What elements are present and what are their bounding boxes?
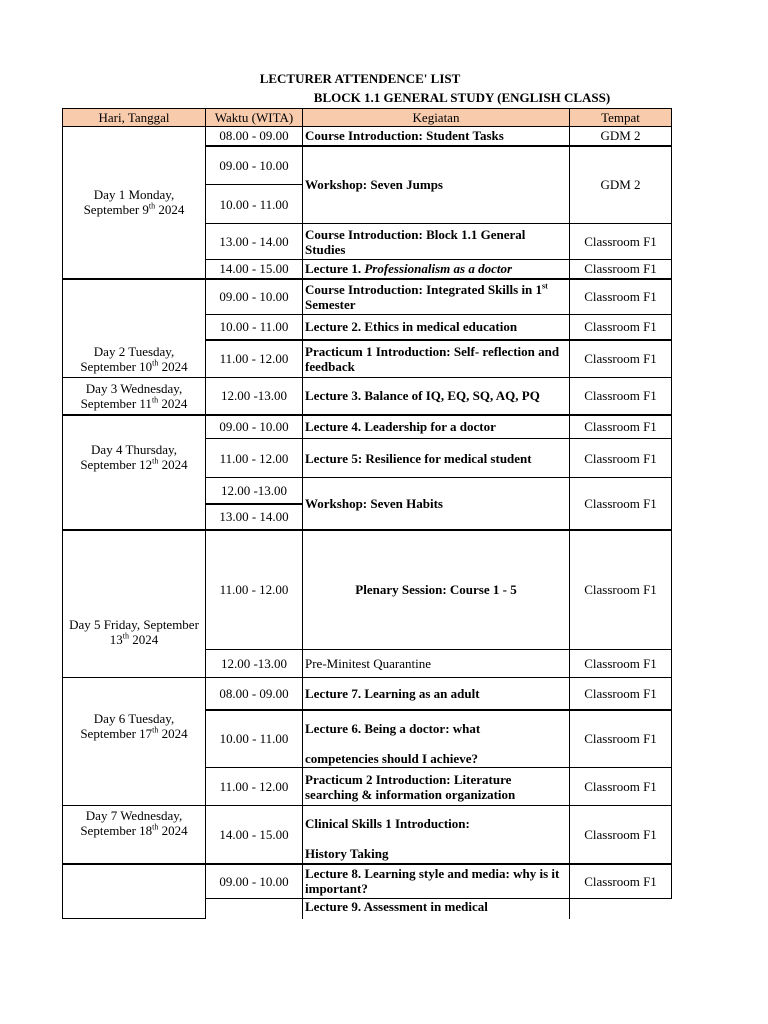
activity-cell: Course Introduction: Integrated Skills in 1st Semester: [303, 279, 570, 315]
time-cell: 09.00 - 10.00: [206, 279, 303, 315]
table-row: [63, 678, 672, 710]
day-cell-1: Day 1 Monday, September 9th 2024: [63, 127, 206, 279]
time-cell: 09.00 - 10.00: [206, 415, 303, 439]
time-cell: 13.00 - 14.00: [206, 504, 303, 530]
table-row: [63, 864, 672, 899]
place-cell: Classroom F1: [570, 315, 672, 340]
place-cell: Classroom F1: [570, 864, 672, 899]
place-cell: Classroom F1: [570, 224, 672, 260]
time-cell: 10.00 - 11.00: [206, 315, 303, 340]
col-header-day: Hari, Tanggal: [63, 109, 206, 127]
time-cell: 11.00 - 12.00: [206, 530, 303, 650]
time-cell: 11.00 - 12.00: [206, 768, 303, 806]
time-cell: 08.00 - 09.00: [206, 678, 303, 710]
day-cell-7: Day 7 Wednesday, September 18th 2024: [63, 806, 206, 864]
time-cell: 10.00 - 11.00: [206, 710, 303, 768]
day-cell-2: Day 2 Tuesday, September 10th 2024: [63, 279, 206, 378]
table-row: [63, 530, 672, 650]
activity-cell: Lecture 4. Leadership for a doctor: [303, 415, 570, 439]
time-cell: 11.00 - 12.00: [206, 439, 303, 478]
place-cell: Classroom F1: [570, 710, 672, 768]
time-cell: 10.00 - 11.00: [206, 185, 303, 224]
place-cell: Classroom F1: [570, 378, 672, 415]
activity-cell: Lecture 6. Being a doctor: what competencies should I achieve?: [303, 710, 570, 768]
place-cell: Classroom F1: [570, 415, 672, 439]
place-cell: Classroom F1: [570, 478, 672, 530]
activity-cell: Course Introduction: Student Tasks: [303, 127, 570, 146]
col-header-activity: Kegiatan: [303, 109, 570, 127]
day-cell-8: [63, 864, 206, 919]
activity-cell: Practicum 1 Introduction: Self- reflection and feedback: [303, 340, 570, 378]
day-cell-3: Day 3 Wednesday, September 11th 2024: [63, 378, 206, 415]
day-cell-6: Day 6 Tuesday, September 17th 2024: [63, 678, 206, 806]
document-subtitle: BLOCK 1.1 GENERAL STUDY (ENGLISH CLASS): [313, 90, 611, 105]
time-cell: 14.00 - 15.00: [206, 806, 303, 864]
activity-cell: Lecture 3. Balance of IQ, EQ, SQ, AQ, PQ: [303, 378, 570, 415]
time-cell: 08.00 - 09.00: [206, 127, 303, 146]
col-header-place: Tempat: [570, 109, 672, 127]
time-cell: [206, 899, 303, 919]
table-row: [63, 415, 672, 439]
activity-cell: Practicum 2 Introduction: Literature searching & information organization: [303, 768, 570, 806]
activity-cell: Plenary Session: Course 1 - 5: [303, 530, 570, 650]
place-cell: Classroom F1: [570, 678, 672, 710]
place-cell: Classroom F1: [570, 530, 672, 650]
place-cell: [570, 899, 672, 919]
place-cell: Classroom F1: [570, 650, 672, 678]
place-cell: Classroom F1: [570, 279, 672, 315]
table-header-row: [63, 109, 672, 127]
activity-cell: Lecture 1. Professionalism as a doctor: [303, 260, 570, 279]
activity-cell: Lecture 7. Learning as an adult: [303, 678, 570, 710]
schedule-table: [62, 108, 672, 919]
time-cell: 12.00 -13.00: [206, 650, 303, 678]
place-cell: Classroom F1: [570, 439, 672, 478]
document-title: LECTURER ATTENDENCE' LIST: [259, 71, 461, 86]
place-cell: GDM 2: [570, 146, 672, 224]
time-cell: 12.00 -13.00: [206, 378, 303, 415]
time-cell: 13.00 - 14.00: [206, 224, 303, 260]
table-row: [63, 127, 672, 146]
table-row: [63, 378, 672, 415]
place-cell: Classroom F1: [570, 768, 672, 806]
col-header-time: Waktu (WITA): [206, 109, 303, 127]
time-cell: 11.00 - 12.00: [206, 340, 303, 378]
activity-cell: Workshop: Seven Habits: [303, 478, 570, 530]
place-cell: Classroom F1: [570, 260, 672, 279]
time-cell: 09.00 - 10.00: [206, 146, 303, 185]
activity-cell: Course Introduction: Block 1.1 General Studies: [303, 224, 570, 260]
activity-cell: Lecture 2. Ethics in medical education: [303, 315, 570, 340]
place-cell: Classroom F1: [570, 806, 672, 864]
activity-cell: Pre-Minitest Quarantine: [303, 650, 570, 678]
day-cell-5: Day 5 Friday, September 13th 2024: [63, 530, 206, 678]
activity-cell: Workshop: Seven Jumps: [303, 146, 570, 224]
place-cell: Classroom F1: [570, 340, 672, 378]
time-cell: 12.00 -13.00: [206, 478, 303, 504]
time-cell: 14.00 - 15.00: [206, 260, 303, 279]
time-cell: 09.00 - 10.00: [206, 864, 303, 899]
table-row: [63, 279, 672, 315]
activity-cell: Lecture 5: Resilience for medical student: [303, 439, 570, 478]
activity-cell: Lecture 9. Assessment in medical: [303, 899, 570, 919]
day-cell-4: Day 4 Thursday, September 12th 2024: [63, 415, 206, 530]
activity-cell: Clinical Skills 1 Introduction: History Taking: [303, 806, 570, 864]
activity-cell: Lecture 8. Learning style and media: why is it important?: [303, 864, 570, 899]
place-cell: GDM 2: [570, 127, 672, 146]
table-row: [63, 806, 672, 864]
